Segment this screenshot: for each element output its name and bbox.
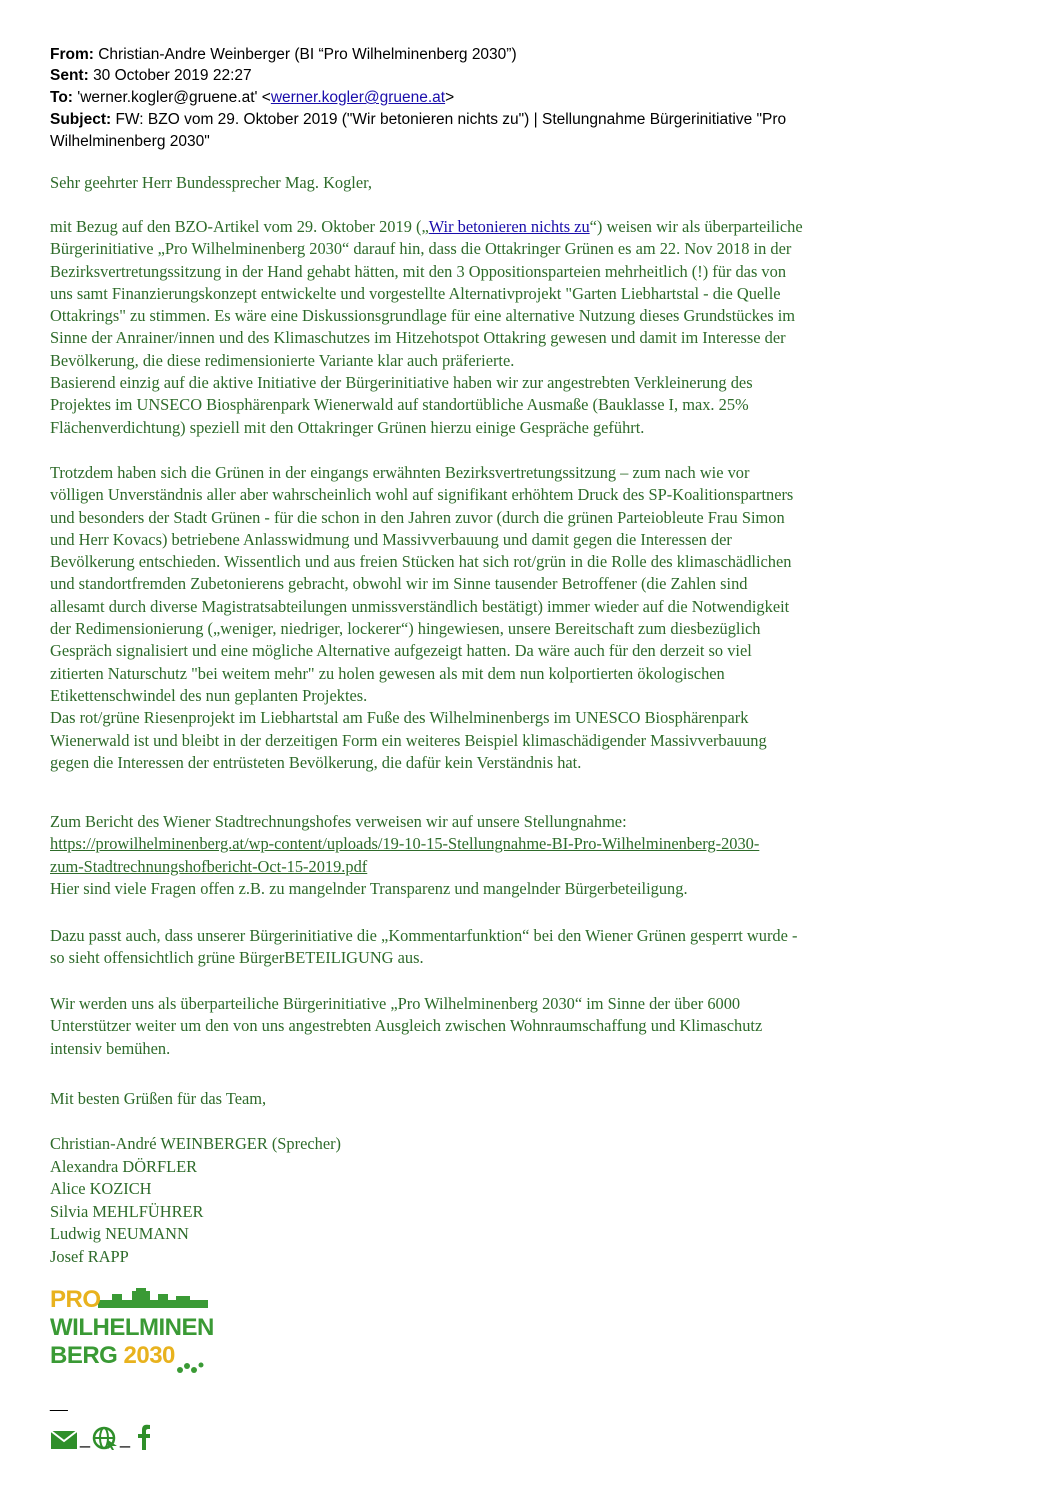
p1-line-0b: “) weisen wir als überparteiliche xyxy=(589,217,803,236)
report-link[interactable]: zum-Stadtrechnungshofbericht-Oct-15-2019.pdf xyxy=(50,856,368,876)
p2-line: zitierten Naturschutz "bei weitem mehr" zu holen gewesen als mit dem nun kolportierten ökologischen xyxy=(50,663,725,683)
mail-icon[interactable] xyxy=(50,1430,78,1450)
signature-name: Christian-André WEINBERGER (Sprecher) xyxy=(50,1134,342,1153)
bzo-article-link[interactable]: Wir betonieren nichts zu xyxy=(428,217,590,236)
p2-line: Trotzdem haben sich die Grünen in der eingangs erwähnten Bezirksvertretungssitzung – zum nach wie vor xyxy=(50,463,750,482)
p4-line: so sieht offensichtlich grüne BürgerBETEILIGUNG aus. xyxy=(50,948,424,968)
subject-line xyxy=(50,109,786,130)
logo-line-berg xyxy=(50,1344,214,1368)
sent-value: 30 October 2019 22:27 xyxy=(93,67,252,84)
closing-text: Mit besten Grüßen für das Team, xyxy=(50,1089,267,1108)
signature-list xyxy=(50,1133,341,1268)
logo-line-wilhelminen: WILHELMINEN xyxy=(50,1314,214,1341)
footer-sep: _ xyxy=(80,1428,91,1448)
p1-line xyxy=(50,216,1010,238)
paragraph-3 xyxy=(50,811,1010,900)
p1-line: Flächenverdichtung) speziell mit den Ottakringer Grünen hierzu einige Gespräche geführt. xyxy=(50,417,645,437)
sent-line xyxy=(50,65,252,86)
p2-line: allesamt durch diverse Magistratsabteilungen unmissverständlich bestätigt) immer wieder auf die Notwendigkeit xyxy=(50,596,790,616)
salutation xyxy=(50,172,1010,194)
from-line xyxy=(50,44,517,65)
p4-line: Dazu passt auch, dass unserer Bürgerinitiative die „Kommentarfunktion“ bei den Wiener Grünen gesperrt wurde - xyxy=(50,926,798,945)
from-label: From: xyxy=(50,46,94,63)
p2-line: Gespräch signalisiert und eine mögliche Alternative aufgezeigt hatten. Da wäre auch für den derzeit so viel xyxy=(50,641,752,661)
p2-line: und standortfremden Zubetonierens gebracht, obwohl wir im Sinne tausender Betroffener (die Zahlen sind xyxy=(50,574,748,594)
paragraph-1 xyxy=(50,216,1010,439)
p2-line: völligen Unverständnis aller aber wahrscheinlich wohl auf signifikant erhöhtem Druck des SP-Koalitionspartners xyxy=(50,485,794,505)
to-email-link[interactable]: werner.kogler@gruene.at xyxy=(270,89,446,106)
pro-wilhelminenberg-logo xyxy=(50,1288,220,1384)
report-link-line-2 xyxy=(50,856,1010,878)
p5-line: intensiv bemühen. xyxy=(50,1038,171,1058)
p1-line: Ottakrings" zu stimmen. Es wäre eine Diskussionsgrundlage für eine alternative Nutzung dieses Grundstückes im xyxy=(50,306,796,326)
p1-line: Bevölkerung, die diese redimensionierte Variante klar auch präferierte. xyxy=(50,350,515,370)
footer-social xyxy=(50,1396,170,1456)
p5-line: Unterstützer weiter um den von uns angestrebten Ausgleich zwischen Wohnraumschaffung und Klimaschutz xyxy=(50,1016,763,1036)
closing xyxy=(50,1088,1010,1110)
logo-berg: BERG xyxy=(50,1342,118,1369)
p1-line-0a: mit Bezug auf den BZO-Artikel vom 29. Oktober 2019 („ xyxy=(50,217,429,236)
to-line xyxy=(50,87,454,108)
to-label: To: xyxy=(50,89,73,106)
p1-line: Sinne der Anrainer/innen und des Klimaschutzes im Hitzehotspot Ottakring gewesen und damit im Interesse der xyxy=(50,328,786,348)
subject-value-2: Wilhelminenberg 2030" xyxy=(50,133,210,150)
logo-line-pro: PRO xyxy=(50,1286,101,1313)
salutation-text: Sehr geehrter Herr Bundessprecher Mag. Kogler, xyxy=(50,173,373,192)
p2-line: Wienerwald ist und bleibt in der derzeitigen Form ein weiteres Beispiel klimaschädigender Massivverbauung xyxy=(50,730,767,750)
p1-line: uns samt Finanzierungskonzept entwickelte und vorgestellte Alternativprojekt "Garten Liebhartstal - die Quelle xyxy=(50,283,781,303)
sent-label: Sent: xyxy=(50,67,89,84)
p5-line: Wir werden uns als überparteiliche Bürgerinitiative „Pro Wilhelminenberg 2030“ im Sinne der über 6000 xyxy=(50,994,741,1013)
p1-line: Bürgerinitiative „Pro Wilhelminenberg 2030“ darauf hin, dass die Ottakringer Grünen es am 22. Nov 2018 in der xyxy=(50,239,792,259)
from-value: Christian-Andre Weinberger (BI “Pro Wilhelminenberg 2030”) xyxy=(98,46,517,63)
footer-separator: __ xyxy=(50,1395,68,1412)
p2-line: und Herr Kovacs) betriebene Anlasswidmung und Massivverbauung und damit gegen die Interessen der xyxy=(50,529,732,549)
signature-name: Alexandra DÖRFLER xyxy=(50,1156,198,1176)
report-link[interactable]: https://prowilhelminenberg.at/wp-content/uploads/19-10-15-Stellungnahme-BI-Pro-Wilhelminenberg-2030- xyxy=(50,834,760,854)
signature-name: Alice KOZICH xyxy=(50,1179,152,1198)
p2-line: Etikettenschwindel des nun geplanten Projektes. xyxy=(50,685,368,705)
signature-name: Josef RAPP xyxy=(50,1246,129,1266)
p3-tail: Hier sind viele Fragen offen z.B. zu mangelnder Transparenz und mangelnder Bürgerbeteiligung. xyxy=(50,878,688,898)
subject-value-1: FW: BZO vom 29. Oktober 2019 ("Wir betonieren nichts zu") | Stellungnahme Bürgerinitiative "Pro xyxy=(115,111,787,128)
signature-name: Silvia MEHLFÜHRER xyxy=(50,1201,204,1221)
report-link-line-1 xyxy=(50,833,1010,855)
globe-icon[interactable] xyxy=(92,1426,118,1450)
signature-name: Ludwig NEUMANN xyxy=(50,1224,189,1243)
p3-intro: Zum Bericht des Wiener Stadtrechnungshofes verweisen wir auf unsere Stellungnahme: xyxy=(50,812,627,831)
p2-line: der Redimensionierung („weniger, niedriger, lockerer“) hingewiesen, unsere Bereitschaft zum diesbezüglich xyxy=(50,619,761,639)
p2-line: und besonders der Stadt Grünen - für die schon in den Jahren zuvor (durch die grünen Parteiobleute Frau Simon xyxy=(50,507,785,527)
paragraph-5 xyxy=(50,993,1010,1060)
footer-sep: _ xyxy=(120,1428,131,1448)
subject-label: Subject: xyxy=(50,111,112,128)
paragraph-4 xyxy=(50,925,1010,970)
to-end: > xyxy=(445,89,455,106)
facebook-icon[interactable] xyxy=(136,1424,152,1450)
p1-line: Bezirksvertretungssitzung in der Hand gehabt hätten, mit den 3 Oppositionsparteien mehrheitlich (!) für das von xyxy=(50,261,787,281)
p1-line: Projektes im UNSECO Biosphärenpark Wienerwald auf standortübliche Ausmaße (Bauklasse I, max. 25% xyxy=(50,395,749,415)
p2-line: Bevölkerung entschieden. Wissentlich und aus freien Stücken hat sich rot/grün in die Rolle des klimaschädlichen xyxy=(50,552,792,572)
logo-year: 2030 xyxy=(123,1342,175,1369)
subject-line-2 xyxy=(50,131,210,152)
p2-line: gegen die Interessen der entrüsteten Bevölkerung, die dafür kein Verständnis hat. xyxy=(50,752,582,772)
paragraph-2 xyxy=(50,462,1010,774)
p2-line: Das rot/grüne Riesenprojekt im Liebhartstal am Fuße des Wilhelminenbergs im UNESCO Biosphärenpark xyxy=(50,708,749,728)
p1-line: Basierend einzig auf die aktive Initiative der Bürgerinitiative haben wir zur angestrebten Verkleinerung des xyxy=(50,373,753,393)
to-value: 'werner.kogler@gruene.at' < xyxy=(77,89,271,106)
